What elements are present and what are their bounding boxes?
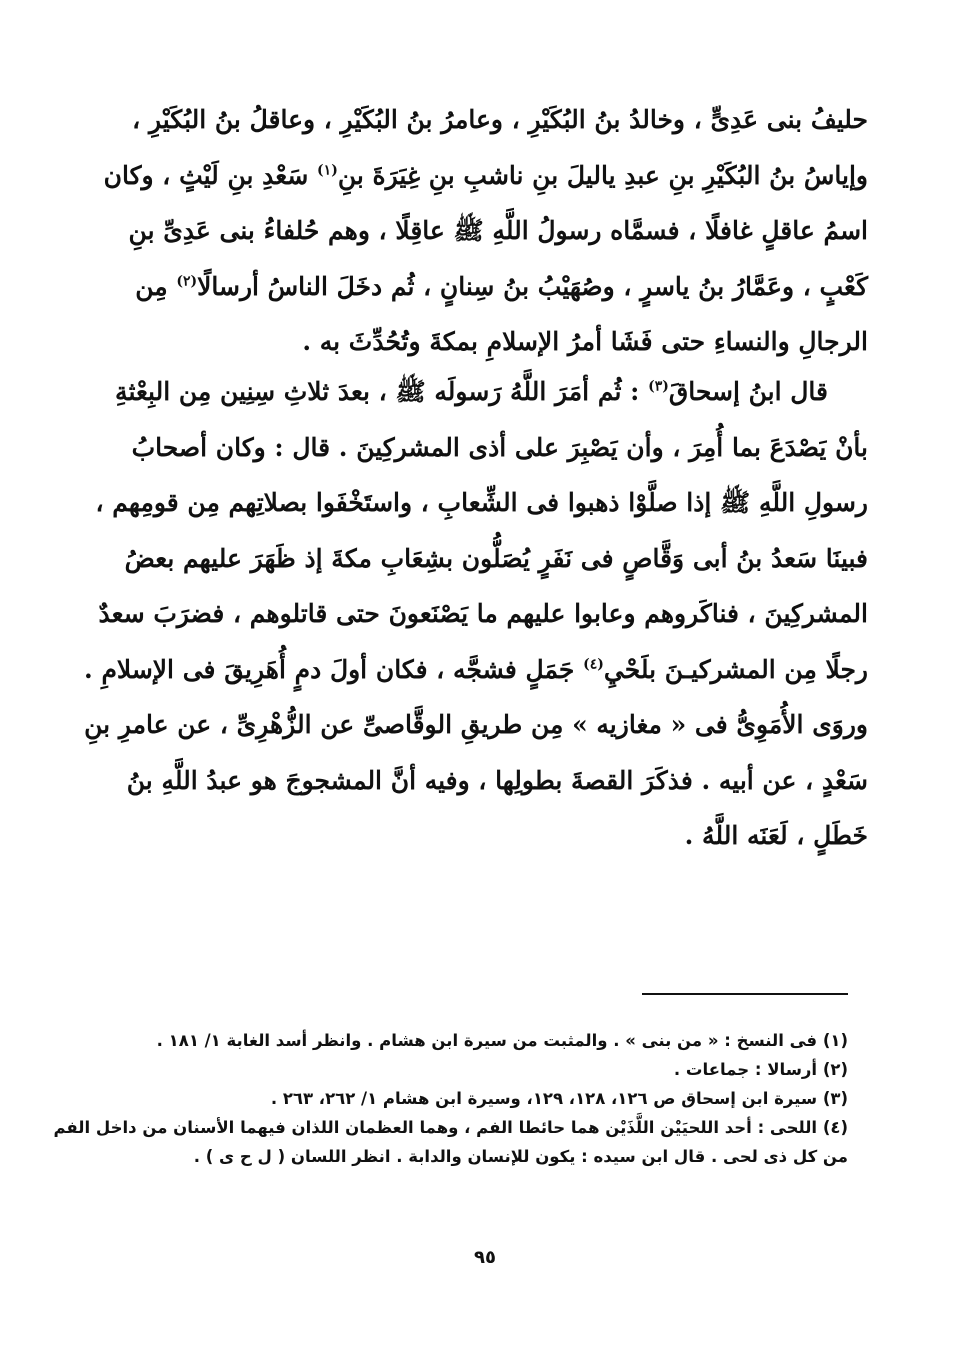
footnote-1: (١) فى النسخ : « من بنى » . والمثبت من سيرة ابن هشام . وانظر أسد الغابة ١/ ١٨١ . — [156, 1031, 848, 1050]
text-line: وروَى الأُمَوِىُّ فى « مغازيه » مِن طريقِ الوقَّاصىِّ عن الزُّهْرِىِّ ، عن عامرِ بنِ — [84, 710, 868, 739]
text-segment: وإياسُ بنُ البُكَيْرِ بنِ عبدِ ياليلَ بنِ ناشبِ بنِ غِيَرَةَ بنِ — [337, 160, 868, 190]
page-number: ٩٥ — [474, 1247, 496, 1268]
footnote-marker: (١) — [317, 162, 338, 179]
text-line: سَعْدٍ ، عن أبيه . فذكَرَ القصةَ بطولِها ، وفيه أنَّ المشجوجَ هو عبدُ اللَّهِ بنُ — [126, 765, 868, 795]
text-segment: : ثُم أمَرَ اللَّهُ رَسولَه ﷺ ، بعدَ ثلاثِ سِنِين مِن البِعْثةِ — [115, 377, 640, 406]
text-segment: سَعْدِ بنِ لَيْثٍ ، وكان — [103, 160, 309, 190]
footnote-separator — [642, 993, 848, 995]
text-segment: مِن — [135, 271, 168, 301]
footnote-marker: (٢) — [176, 273, 198, 290]
paragraph-1 — [103, 92, 868, 370]
text-line: حليفُ بنى عَدِىٍّ ، وخالدُ بنُ البُكَيْرِ ، وعامرُ بنُ البُكَيْرِ ، وعاقلُ بنُ البُكَيْرِ ، — [132, 105, 868, 134]
text-segment: كَعْبٍ ، وعَمَّارُ بنُ ياسرٍ ، وصُهَيْبُ بنُ سِنانٍ ، ثُم دخَلَ الناسُ أرسالًا — [197, 271, 868, 301]
footnote-2: (٢) أرسالا : جماعات . — [673, 1060, 848, 1079]
text-segment: قال ابنُ إسحاقَ — [668, 377, 828, 406]
text-line: المشركِينَ ، فناكَروهم وعابوا عليهم ما يَصْنَعونَ حتى قاتلوهم ، فضرَبَ سعدٌ — [98, 599, 868, 628]
text-line: اسمُ عاقلٍ غافلًا ، فسمَّاه رسولُ اللَّهِ ﷺ عاقِلًا ، وهم حُلفاءُ بنى عَدِىِّ بنِ — [128, 216, 868, 245]
footnote-marker: (٤) — [583, 656, 604, 673]
paragraph-2 — [84, 364, 868, 864]
footnotes — [53, 1026, 848, 1171]
footnote-4: (٤) اللحى : أحد اللحيَيْن اللَّذَيْن هما حائطا الفم ، وهما العظمان اللذان فيهما الأسنان من داخل الفم — [53, 1118, 848, 1137]
text-line — [115, 364, 868, 420]
text-line — [84, 642, 868, 698]
text-line: رسولِ اللَّهِ ﷺ إذا صلَّوْا ذهبوا فى الشِّعابِ ، واستَخْفَوا بصلاتِهم مِن قومِهم ، — [95, 488, 868, 517]
text-segment: رجلًا مِن المشركيـنَ بلَحْيِ — [603, 654, 868, 684]
text-line — [135, 259, 868, 315]
footnote-3: (٣) سيرة ابن إسحاق ص ١٢٦، ١٢٨، ١٢٩، وسيرة ابن هشام ١/ ٢٦٢، ٢٦٣ . — [270, 1089, 848, 1108]
footnote-marker: (٣) — [648, 378, 669, 395]
text-line: فبينَا سَعدُ بنُ أبى وَقَّاصٍ فى نَفَرٍ يُصَلُّون بشِعَابِ مكةَ إذ ظَهَرَ عليهم بعضُ — [124, 543, 868, 573]
text-segment: جَمَلٍ فشجَّه ، فكان أولَ دمٍ أُهَرِيقَ فى الإسلامِ . — [84, 654, 575, 684]
text-line: خَطَلٍ ، لَعَنَه اللَّهُ . — [684, 821, 868, 850]
text-line — [103, 148, 868, 204]
text-line: الرجالِ والنساءِ حتى فَشَا أمرُ الإسلامِ بمكةَ وتُحُدِّثَ به . — [302, 327, 868, 356]
text-line: بأنْ يَصْدَعَ بما أُمِرَ ، وأن يَصْبِرَ على أذى المشركِينَ . قال : وكان أصحابُ — [131, 432, 868, 462]
footnote-4-continuation: من كل ذى لحى . قال ابن سيده : يكون للإنسان والدابة . انظر اللسان ( ل ح ى ) . — [193, 1147, 848, 1166]
